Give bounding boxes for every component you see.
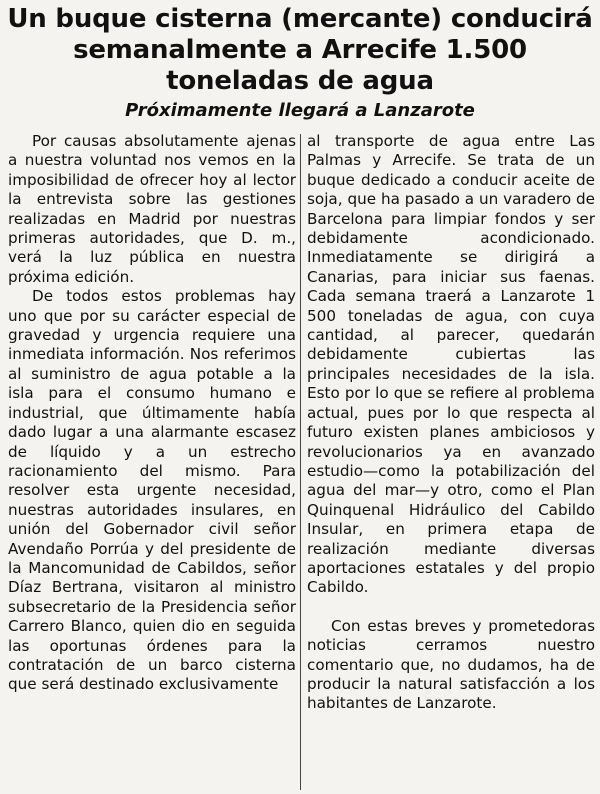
paragraph-water-supply: De todos estos problemas hay uno que por su carácter especial de gravedad y urgencia requiere una inmediata información. Nos referimos al suministro de agua potable a la isla para el consumo humano e industrial, que últimamente había dado lugar a una alarmante escasez de líquido y a un estrecho racionamiento del mismo. Para resolver esta urgente necesidad, nuestras autoridades insulares, en unión del Gobernador civil señor Avendaño Porrúa y del presidente de la Mancomunidad de Cabildos, señor Díaz Bertrana, visitaron al ministro subsecretario de la Presidencia señor Carrero Blanco, quien dio en seguida las oportunas órdenes para la contratación de un barco cisterna que será destinado exclusivamente xyxy=(8,287,296,694)
subheadline: Próximamente llegará a Lanzarote xyxy=(125,100,475,121)
article-column-left xyxy=(8,132,296,695)
paragraph-closing: Con estas breves y prometedoras noticias cerramos nuestro comentario que, no dudamos, ha de producir la natural satisfacción a los habitantes de Lanzarote. xyxy=(307,616,595,713)
paragraph-intro: Por causas absolutamente ajenas a nuestra voluntad nos vemos en la imposibilidad de ofrecer hoy al lector la entrevista sobre las gestiones realizadas en Madrid por nuestras primeras autoridades, que D. m., verá la luz pública en nuestra próxima edición. xyxy=(8,132,296,286)
article-column-right xyxy=(307,132,595,714)
column-divider xyxy=(300,134,301,790)
paragraph-tanker-continued: al transporte de agua entre Las Palmas y Arrecife. Se trata de un buque dedicado a conducir aceite de soja, que ha pasado a un varadero de Barcelona para limpiar fondos y ser debidamente acondicionado. Inmediatamente se dirigirá a Canarias, para iniciar sus faenas. Cada semana traerá a Lanzarote 1 500 toneladas de agua, con cuya cantidad, al parecer, quedarán debidamente cubiertas las principales necesidades de la isla. Esto por lo que se refiere al problema actual, pues por lo que respecta al futuro existen planes ambiciosos y revolucionarios ya en avanzado estudio—como la potabilización del agua del mar—y otro, como el Plan Quinquenal Hidráulico del Cabildo Insular, en primera etapa de realización mediante diversas aportaciones estatales y del propio Cabildo. xyxy=(307,132,595,597)
headline: Un buque cisterna (mercante) conducirá semanalmente a Arrecife 1.500 toneladas de agua xyxy=(7,4,593,96)
